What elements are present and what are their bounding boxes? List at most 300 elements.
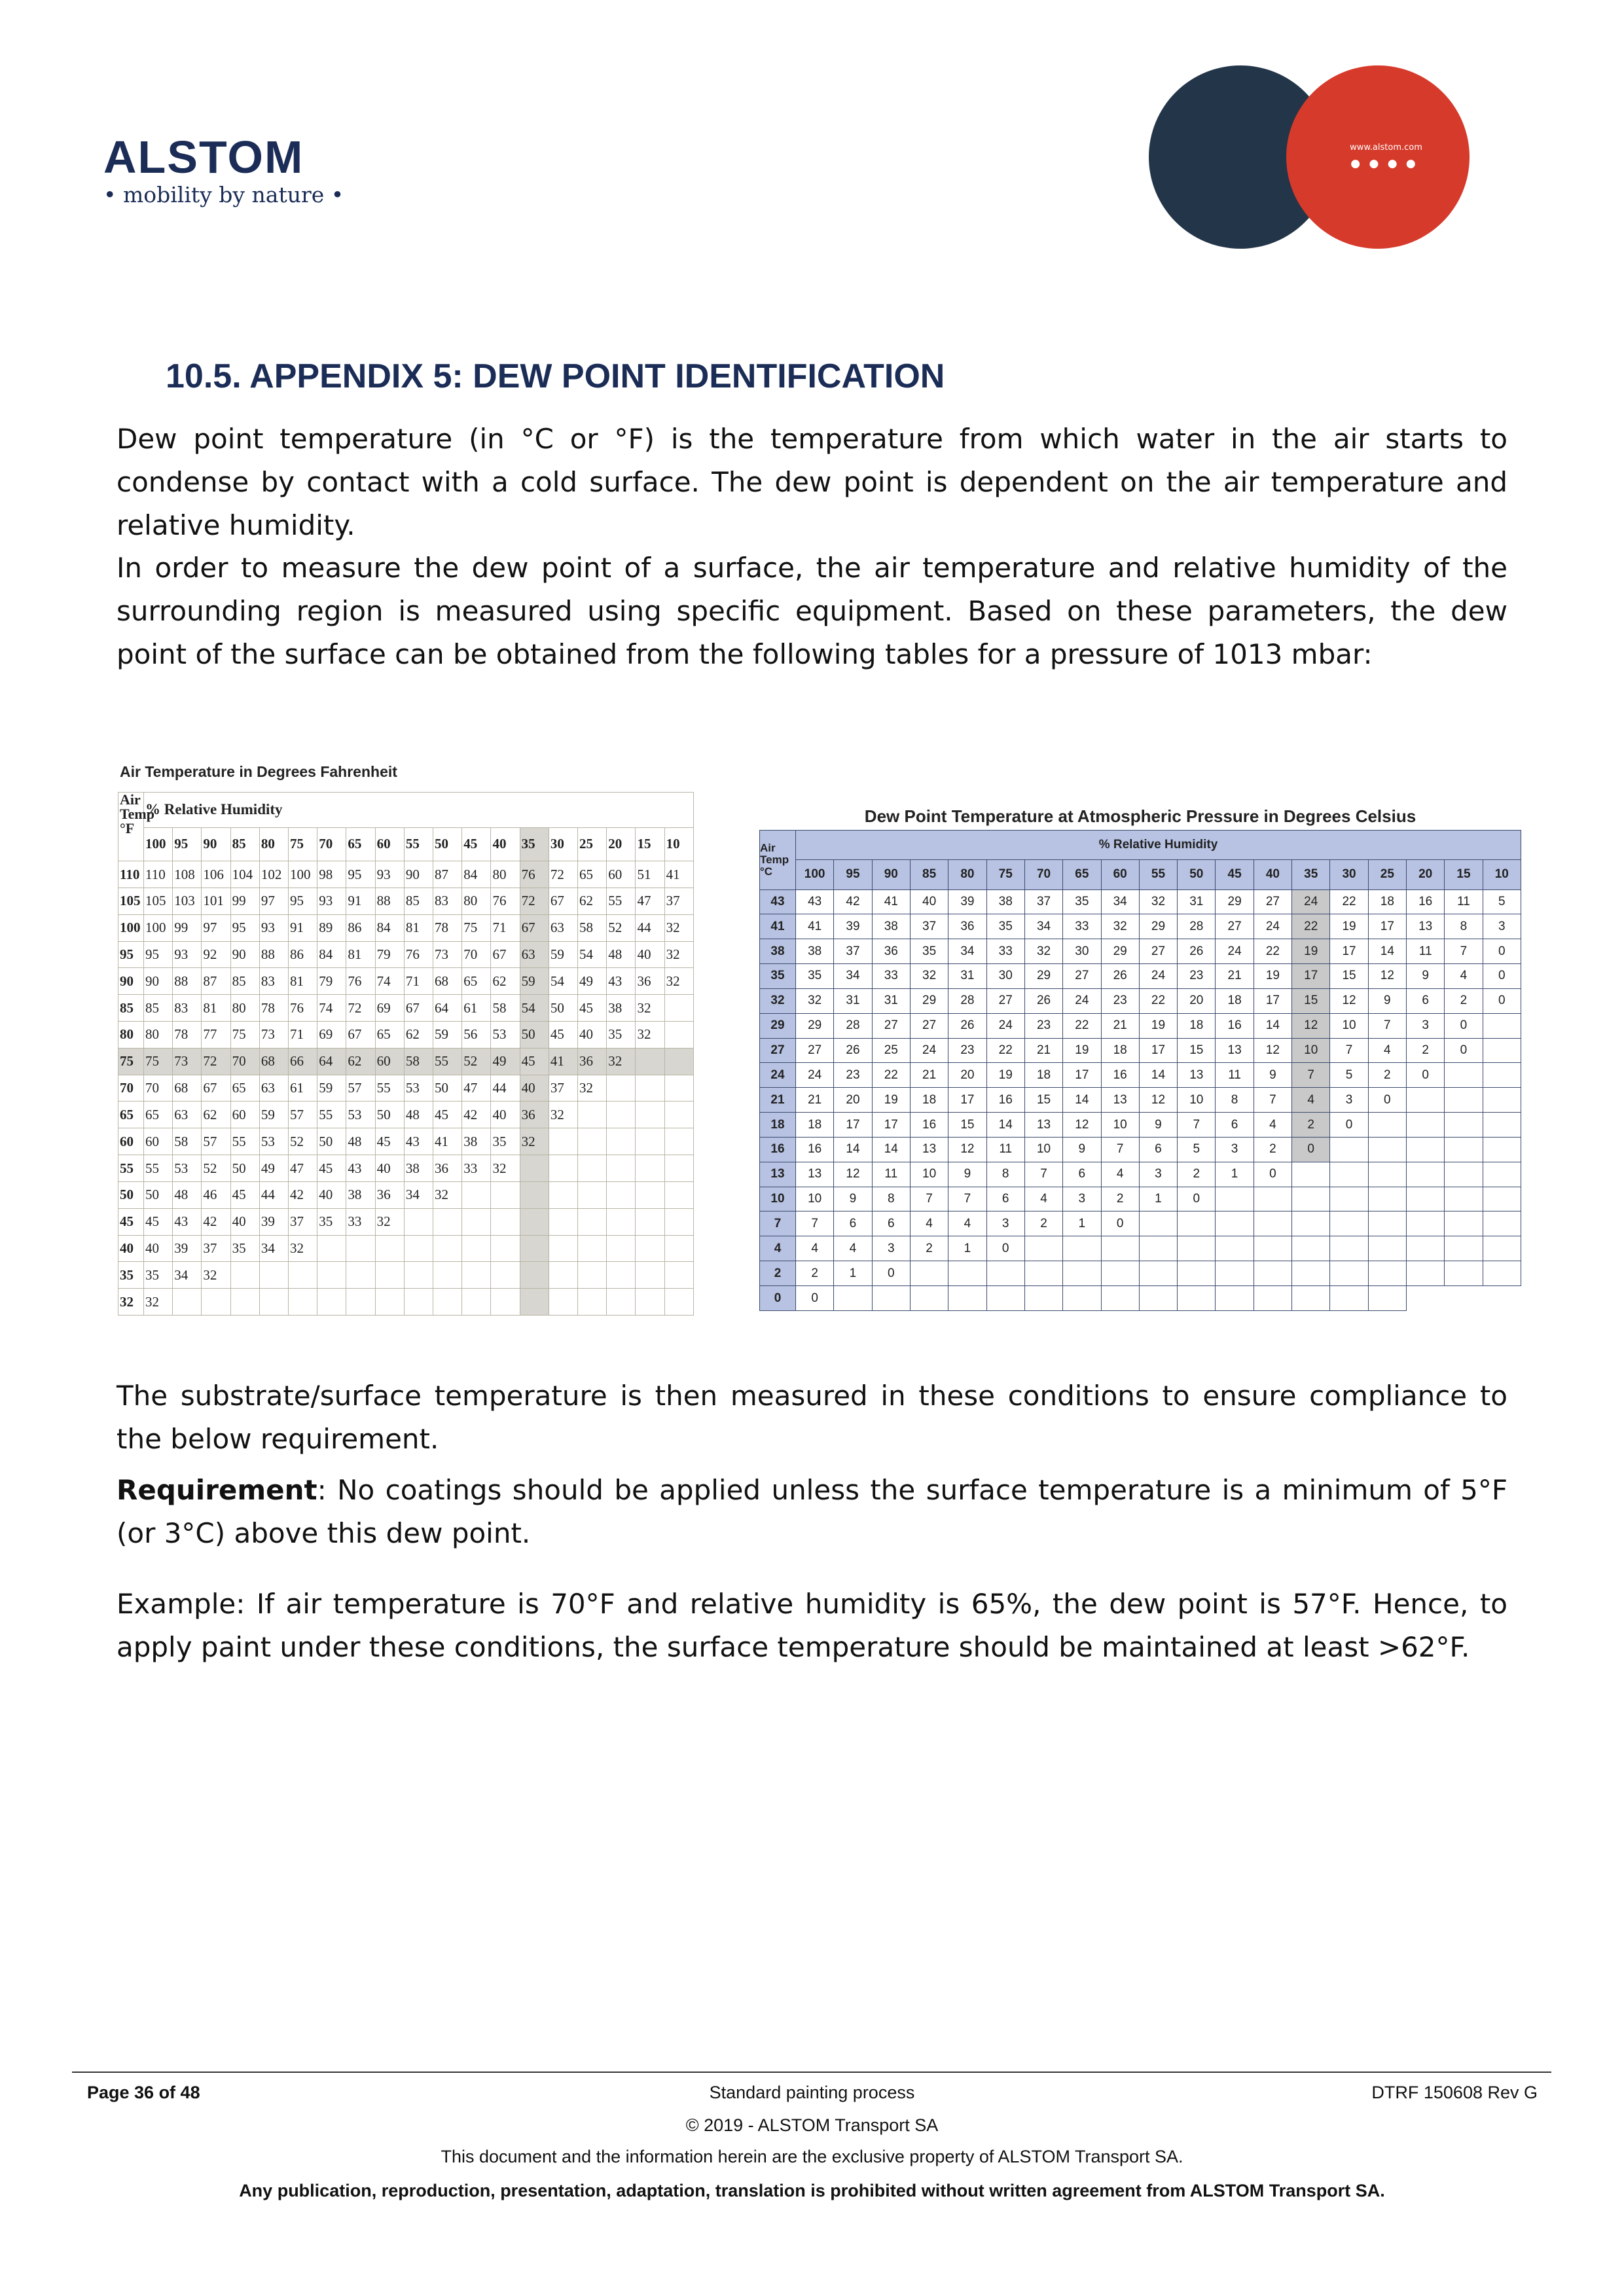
table-cell: 31 <box>948 964 986 989</box>
table-cell <box>664 1128 693 1155</box>
table-cell: 6 <box>1063 1162 1101 1187</box>
social-icons: ● ● ● ● <box>1350 157 1418 170</box>
table-cell: 26 <box>834 1038 872 1063</box>
table-cell: 32 <box>433 1181 462 1208</box>
table-cell: 34 <box>173 1262 202 1289</box>
column-header: 25 <box>578 827 607 861</box>
table-cell <box>1063 1286 1101 1311</box>
column-header: 65 <box>346 827 375 861</box>
table-cell: 50 <box>375 1102 404 1128</box>
table-cell: 23 <box>948 1038 986 1063</box>
table-cell <box>1024 1236 1062 1261</box>
table-cell: 65 <box>578 861 607 888</box>
table-cell: 22 <box>1139 988 1177 1013</box>
table-cell: 40 <box>910 889 948 914</box>
table-cell <box>346 1262 375 1289</box>
table-row <box>760 1236 1521 1261</box>
table-cell: 61 <box>289 1075 317 1102</box>
table-row <box>118 861 694 888</box>
table-cell <box>664 1102 693 1128</box>
table-cell: 105 <box>144 888 173 914</box>
table-cell: 2 <box>1101 1187 1139 1211</box>
table-cell: 37 <box>289 1208 317 1235</box>
table-cell <box>549 1289 577 1316</box>
table-cell: 75 <box>144 1048 173 1075</box>
table-cell: 108 <box>173 861 202 888</box>
table-cell: 38 <box>872 914 910 939</box>
table-cell: 50 <box>520 1022 549 1049</box>
table-cell: 75 <box>462 914 491 941</box>
table-cell <box>1407 1113 1445 1138</box>
table-cell: 13 <box>910 1137 948 1162</box>
table-cell <box>404 1235 433 1262</box>
table-cell: 1 <box>1139 1187 1177 1211</box>
table-cell: 35 <box>317 1208 346 1235</box>
table-cell <box>910 1286 948 1311</box>
table-cell: 67 <box>404 995 433 1022</box>
table-cell <box>1178 1236 1216 1261</box>
table-cell: 6 <box>834 1211 872 1236</box>
table-cell: 63 <box>549 914 577 941</box>
table-row <box>760 939 1521 964</box>
table-cell: 44 <box>259 1181 288 1208</box>
table-cell: 14 <box>834 1137 872 1162</box>
table-cell: 12 <box>1330 988 1368 1013</box>
table-cell <box>1330 1261 1368 1286</box>
table-row <box>118 941 694 968</box>
table-cell <box>1139 1286 1177 1311</box>
table-cell: 60 <box>375 1048 404 1075</box>
page-number: Page 36 of 48 <box>87 2083 200 2102</box>
table-cell <box>1445 1088 1483 1113</box>
table-cell: 19 <box>1254 964 1291 989</box>
table-cell <box>664 1155 693 1182</box>
column-header: 15 <box>636 827 664 861</box>
table-cell: 24 <box>796 1063 834 1088</box>
table-cell <box>1445 1261 1483 1286</box>
table-cell <box>549 1128 577 1155</box>
table-cell: 32 <box>520 1128 549 1155</box>
table-cell: 20 <box>834 1088 872 1113</box>
table-cell: 11 <box>1216 1063 1254 1088</box>
table-cell: 22 <box>1330 889 1368 914</box>
table-cell: 39 <box>173 1235 202 1262</box>
alstom-logo: ALSTOM <box>103 132 304 183</box>
table-cell: 17 <box>1292 964 1330 989</box>
row-temp: 38 <box>760 939 796 964</box>
table-cell <box>1330 1187 1368 1211</box>
table-cell: 32 <box>202 1262 230 1289</box>
table-cell <box>986 1286 1024 1311</box>
table-cell: 65 <box>462 968 491 995</box>
table-row <box>760 914 1521 939</box>
table-cell <box>1254 1187 1291 1211</box>
table-cell <box>1483 1261 1521 1286</box>
row-temp: 100 <box>118 914 144 941</box>
table-cell: 47 <box>289 1155 317 1182</box>
table-cell <box>549 1208 577 1235</box>
table-cell: 34 <box>1024 914 1062 939</box>
table-cell: 53 <box>259 1128 288 1155</box>
table-cell: 40 <box>578 1022 607 1049</box>
table-cell: 43 <box>346 1155 375 1182</box>
table-cell: 18 <box>1101 1038 1139 1063</box>
table-row <box>760 1137 1521 1162</box>
table-row <box>118 888 694 914</box>
table-cell: 9 <box>948 1162 986 1187</box>
column-header: 75 <box>986 860 1024 889</box>
table-cell: 85 <box>230 968 259 995</box>
row-temp: 16 <box>760 1137 796 1162</box>
table-cell: 37 <box>664 888 693 914</box>
table-cell <box>462 1181 491 1208</box>
table-cell: 26 <box>1101 964 1139 989</box>
table-cell: 110 <box>144 861 173 888</box>
table-cell: 43 <box>796 889 834 914</box>
table-cell: 101 <box>202 888 230 914</box>
table-cell: 78 <box>433 914 462 941</box>
table-cell: 20 <box>948 1063 986 1088</box>
header-row <box>760 831 1521 860</box>
table-cell <box>520 1262 549 1289</box>
table-cell <box>520 1155 549 1182</box>
table-cell <box>834 1286 872 1311</box>
table-cell: 10 <box>1024 1137 1062 1162</box>
table-cell: 63 <box>259 1075 288 1102</box>
table-cell <box>1445 1187 1483 1211</box>
table-cell <box>1024 1286 1062 1311</box>
row-temp: 90 <box>118 968 144 995</box>
table-cell: 32 <box>491 1155 520 1182</box>
column-header-row <box>118 827 694 861</box>
table-cell <box>259 1262 288 1289</box>
table-cell <box>520 1289 549 1316</box>
table-cell: 15 <box>948 1113 986 1138</box>
table-cell: 52 <box>289 1128 317 1155</box>
table-cell: 3 <box>1139 1162 1177 1187</box>
table-cell <box>664 1181 693 1208</box>
table-cell <box>404 1289 433 1316</box>
table-cell: 32 <box>289 1235 317 1262</box>
table-cell: 4 <box>948 1211 986 1236</box>
table-cell <box>607 1075 636 1102</box>
table-cell: 35 <box>230 1235 259 1262</box>
table-cell: 95 <box>289 888 317 914</box>
column-header: 30 <box>1330 860 1368 889</box>
table-cell <box>1139 1261 1177 1286</box>
table-cell: 23 <box>1178 964 1216 989</box>
table-cell <box>1483 1038 1521 1063</box>
table-cell: 37 <box>834 939 872 964</box>
table-cell: 32 <box>636 1022 664 1049</box>
row-temp: 35 <box>760 964 796 989</box>
table-row <box>118 1102 694 1128</box>
table-cell: 32 <box>1024 939 1062 964</box>
table-cell: 99 <box>230 888 259 914</box>
table-cell: 13 <box>1178 1063 1216 1088</box>
table-cell: 12 <box>1063 1113 1101 1138</box>
table-row <box>760 1088 1521 1113</box>
table-cell: 2 <box>910 1236 948 1261</box>
table-cell: 58 <box>491 995 520 1022</box>
table-cell: 7 <box>1254 1088 1291 1113</box>
table-cell <box>664 1022 693 1049</box>
table-cell: 21 <box>1024 1038 1062 1063</box>
table-row <box>760 1162 1521 1187</box>
row-temp: 32 <box>118 1289 144 1316</box>
table-cell: 5 <box>1483 889 1521 914</box>
table-cell: 3 <box>1330 1088 1368 1113</box>
table-cell: 84 <box>375 914 404 941</box>
table-cell: 13 <box>796 1162 834 1187</box>
table-cell: 71 <box>289 1022 317 1049</box>
table-cell <box>1216 1261 1254 1286</box>
badge-url: www.alstom.com <box>1350 143 1422 152</box>
table-cell: 89 <box>317 914 346 941</box>
table-cell: 68 <box>173 1075 202 1102</box>
table-cell <box>636 1128 664 1155</box>
table-cell: 53 <box>173 1155 202 1182</box>
table-cell: 45 <box>433 1102 462 1128</box>
table-cell: 45 <box>317 1155 346 1182</box>
table-cell: 93 <box>259 914 288 941</box>
table-cell: 52 <box>607 914 636 941</box>
table-cell: 62 <box>491 968 520 995</box>
table-cell: 2 <box>1292 1113 1330 1138</box>
table-cell: 53 <box>404 1075 433 1102</box>
table-cell: 17 <box>1330 939 1368 964</box>
table-cell: 1 <box>1216 1162 1254 1187</box>
table-cell: 1 <box>1063 1211 1101 1236</box>
table-cell: 40 <box>375 1155 404 1182</box>
table-cell: 34 <box>1101 889 1139 914</box>
table-cell: 0 <box>1330 1113 1368 1138</box>
table-cell: 98 <box>317 861 346 888</box>
table-cell: 78 <box>173 1022 202 1049</box>
table-cell: 14 <box>1254 1013 1291 1038</box>
row-temp: 70 <box>118 1075 144 1102</box>
row-temp: 27 <box>760 1038 796 1063</box>
column-header: 55 <box>1139 860 1177 889</box>
table-cell: 29 <box>910 988 948 1013</box>
table-cell <box>1178 1211 1216 1236</box>
table-cell <box>1330 1286 1368 1311</box>
table-cell <box>1368 1286 1406 1311</box>
table-cell <box>607 1155 636 1182</box>
table-cell: 3 <box>1063 1187 1101 1211</box>
table-cell: 23 <box>1101 988 1139 1013</box>
table-cell: 64 <box>317 1048 346 1075</box>
table-cell <box>1483 1113 1521 1138</box>
table-cell: 3 <box>1407 1013 1445 1038</box>
table-cell: 0 <box>1407 1063 1445 1088</box>
row-temp: 43 <box>760 889 796 914</box>
table-cell: 76 <box>491 888 520 914</box>
table-cell: 69 <box>375 995 404 1022</box>
row-temp: 110 <box>118 861 144 888</box>
section-heading: 10.5. APPENDIX 5: DEW POINT IDENTIFICATION <box>166 357 945 395</box>
table-cell: 63 <box>173 1102 202 1128</box>
table-cell <box>636 1075 664 1102</box>
table-cell <box>289 1289 317 1316</box>
column-header: 40 <box>1254 860 1291 889</box>
table-cell <box>636 1289 664 1316</box>
table-cell: 44 <box>636 914 664 941</box>
table-cell: 26 <box>948 1013 986 1038</box>
table-cell <box>549 1181 577 1208</box>
table-cell <box>375 1262 404 1289</box>
table-cell: 23 <box>1024 1013 1062 1038</box>
table-cell <box>636 1048 664 1075</box>
table-cell: 64 <box>433 995 462 1022</box>
table-cell: 18 <box>1216 988 1254 1013</box>
table-cell: 80 <box>462 888 491 914</box>
table-cell <box>607 1102 636 1128</box>
table-cell <box>462 1262 491 1289</box>
table-cell <box>578 1235 607 1262</box>
table-cell <box>948 1286 986 1311</box>
table-cell: 29 <box>1216 889 1254 914</box>
table-cell: 13 <box>1216 1038 1254 1063</box>
table-cell: 47 <box>636 888 664 914</box>
table-cell: 49 <box>491 1048 520 1075</box>
column-header: 50 <box>433 827 462 861</box>
table-cell: 81 <box>289 968 317 995</box>
table-cell: 19 <box>1292 939 1330 964</box>
table-cell: 40 <box>636 941 664 968</box>
table-cell: 10 <box>1178 1088 1216 1113</box>
table-cell: 0 <box>1368 1088 1406 1113</box>
table-cell <box>1368 1113 1406 1138</box>
table-cell: 15 <box>1292 988 1330 1013</box>
table-cell: 79 <box>375 941 404 968</box>
table-cell: 19 <box>986 1063 1024 1088</box>
column-header: 70 <box>1024 860 1062 889</box>
table-cell: 76 <box>346 968 375 995</box>
table-cell: 11 <box>872 1162 910 1187</box>
table-cell: 7 <box>1292 1063 1330 1088</box>
table-cell <box>1445 1162 1483 1187</box>
corner-line: Temp <box>120 806 154 822</box>
table-cell <box>607 1235 636 1262</box>
table-cell: 35 <box>491 1128 520 1155</box>
table-cell: 7 <box>1330 1038 1368 1063</box>
table-cell <box>433 1208 462 1235</box>
table-cell: 66 <box>289 1048 317 1075</box>
table-cell: 33 <box>872 964 910 989</box>
table-cell: 4 <box>1368 1038 1406 1063</box>
table-cell <box>1292 1162 1330 1187</box>
column-header: 35 <box>520 827 549 861</box>
column-header: 75 <box>289 827 317 861</box>
column-header: 100 <box>796 860 834 889</box>
table-cell <box>520 1235 549 1262</box>
column-header: 20 <box>1407 860 1445 889</box>
table-cell: 45 <box>144 1208 173 1235</box>
table-cell: 41 <box>549 1048 577 1075</box>
row-temp: 95 <box>118 941 144 968</box>
table-cell: 72 <box>346 995 375 1022</box>
table-cell: 68 <box>259 1048 288 1075</box>
column-header: 25 <box>1368 860 1406 889</box>
table-cell <box>375 1289 404 1316</box>
table-cell: 83 <box>173 995 202 1022</box>
table-cell: 3 <box>1483 914 1521 939</box>
table-cell: 8 <box>1216 1088 1254 1113</box>
table-cell <box>607 1208 636 1235</box>
table-cell: 17 <box>948 1088 986 1113</box>
table-cell <box>1292 1286 1330 1311</box>
table-cell: 15 <box>1024 1088 1062 1113</box>
table-row <box>760 988 1521 1013</box>
table-row <box>118 1208 694 1235</box>
table-cell: 43 <box>173 1208 202 1235</box>
corner-cell <box>760 831 796 890</box>
table-cell: 14 <box>1368 939 1406 964</box>
table-cell: 40 <box>144 1235 173 1262</box>
table-cell: 17 <box>872 1113 910 1138</box>
table-cell <box>1101 1236 1139 1261</box>
paragraph-substrate: The substrate/surface temperature is then measured in these conditions to ensure compliance to the below requirement. <box>117 1380 1507 1455</box>
column-header: 90 <box>202 827 230 861</box>
table-cell: 70 <box>144 1075 173 1102</box>
column-header: 95 <box>834 860 872 889</box>
table-cell: 4 <box>1254 1113 1291 1138</box>
table-cell: 29 <box>1101 939 1139 964</box>
table-cell <box>1101 1286 1139 1311</box>
table-cell <box>491 1208 520 1235</box>
table-cell <box>346 1235 375 1262</box>
table-cell: 30 <box>1063 939 1101 964</box>
table-cell: 31 <box>872 988 910 1013</box>
table-cell: 43 <box>404 1128 433 1155</box>
table-cell: 7 <box>1101 1137 1139 1162</box>
table-cell: 92 <box>202 941 230 968</box>
table-cell: 30 <box>986 964 1024 989</box>
column-header: 40 <box>491 827 520 861</box>
table-cell: 58 <box>578 914 607 941</box>
table-cell <box>549 1155 577 1182</box>
table-cell: 4 <box>1101 1162 1139 1187</box>
table-cell: 100 <box>289 861 317 888</box>
footer-copyright: © 2019 - ALSTOM Transport SA <box>685 2115 939 2135</box>
table-cell <box>664 1208 693 1235</box>
table-cell <box>1483 1236 1521 1261</box>
table-cell: 32 <box>375 1208 404 1235</box>
table-cell: 6 <box>872 1211 910 1236</box>
table-cell: 55 <box>607 888 636 914</box>
table-cell: 28 <box>948 988 986 1013</box>
table-cell <box>1292 1261 1330 1286</box>
row-temp: 10 <box>760 1187 796 1211</box>
table-cell: 75 <box>230 1022 259 1049</box>
requirement-text: : No coatings should be applied unless the surface temperature is a minimum of 5°F (or 3°C) above this dew point. <box>117 1474 1507 1549</box>
table-cell <box>462 1289 491 1316</box>
table-cell: 46 <box>202 1181 230 1208</box>
table-cell: 71 <box>491 914 520 941</box>
table-cell: 14 <box>1139 1063 1177 1088</box>
table-cell: 34 <box>259 1235 288 1262</box>
table-cell: 24 <box>1254 914 1291 939</box>
table-cell: 87 <box>202 968 230 995</box>
table-cell: 10 <box>1292 1038 1330 1063</box>
table-cell: 97 <box>259 888 288 914</box>
table-cell: 40 <box>230 1208 259 1235</box>
logo-tagline: • mobility by nature • <box>103 182 344 207</box>
table-cell: 13 <box>1101 1088 1139 1113</box>
table-cell <box>1368 1137 1406 1162</box>
table-cell: 90 <box>230 941 259 968</box>
